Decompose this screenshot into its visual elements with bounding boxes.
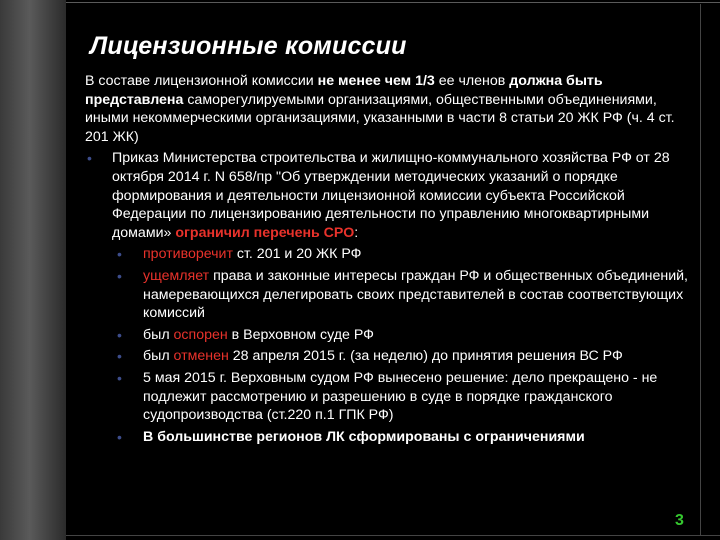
page-number: 3 — [675, 512, 684, 529]
sub-bullet-bold-text: В большинстве регионов ЛК сформированы с ограничениями — [143, 428, 585, 445]
sub-bullet-court-decision — [85, 369, 697, 425]
sub-bullet-contradicts — [85, 245, 697, 264]
sub-bullet-text: в Верховном суде РФ — [227, 326, 374, 343]
top-divider-line — [66, 2, 720, 3]
intro-paragraph — [85, 72, 697, 146]
bullet-order-tail: : — [354, 224, 359, 241]
slide-content — [85, 72, 697, 446]
bullet-dot-icon: • — [117, 348, 122, 365]
right-frame-line — [700, 4, 701, 536]
decorative-side-bar — [0, 0, 66, 540]
slide-title: Лицензионные комиссии — [90, 32, 407, 60]
bottom-frame-line — [66, 535, 720, 536]
intro-bold-must: должна быть представлена — [85, 73, 603, 108]
intro-text-3: саморегулируемыми организациями, общественными объединениями, иными некоммерческими организациями, указанными в части 8 статьи 20 ЖК РФ (ч. 4 ст. 201 ЖК) — [85, 91, 675, 145]
sub-bullet-text: права и законные интересы граждан РФ и общественных объединений, намеревающихся делегировать своих представителей в состав соответствующих комиссий — [143, 267, 688, 322]
sub-bullet-challenged — [85, 326, 697, 345]
sub-bullet-text-before: был — [143, 326, 174, 343]
bullet-dot-icon: • — [117, 428, 122, 445]
intro-text-1: В составе лицензионной комиссии — [85, 73, 318, 89]
sub-bullet-red-word: ущемляет — [143, 267, 210, 284]
sub-bullet-text: 28 апреля 2015 г. (за неделю) до принятия решения ВС РФ — [228, 348, 623, 365]
intro-text-2: ее членов — [434, 73, 510, 89]
bullet-dot-icon: • — [117, 326, 122, 343]
sub-bullet-regions — [85, 428, 697, 447]
bullet-dot-icon: • — [87, 150, 92, 167]
bullet-order-ministry — [85, 149, 697, 242]
bullet-dot-icon: • — [117, 369, 122, 386]
sub-bullet-text-before: был — [143, 348, 174, 365]
sub-bullet-red-word: оспорен — [173, 326, 228, 343]
bullet-order-text: Приказ Министерства строительства и жилищно-коммунального хозяйства РФ от 28 октября 2014 г. N 658/пр "Об утверждении методических указаний о порядке формирования и деятельности лицензионной комиссии субъекта Российской Федерации по лицензированию деятельности по управлению многоквартирными домами» — [112, 150, 670, 241]
intro-bold-share: не менее чем 1/3 — [317, 73, 435, 89]
sub-bullet-cancelled — [85, 347, 697, 366]
sub-bullet-infringes — [85, 267, 697, 323]
sub-bullet-red-word: противоречит — [143, 246, 233, 263]
sub-bullet-text: 5 мая 2015 г. Верховным судом РФ вынесено решение: дело прекращено - не подлежит рассмотрению и разрешению в суде в порядке гражданского судопроизводства (ст.220 п.1 ГПК РФ) — [143, 369, 658, 424]
sub-bullet-red-word: отменен — [173, 348, 229, 365]
bullet-dot-icon: • — [117, 267, 122, 284]
sub-bullet-text: ст. 201 и 20 ЖК РФ — [232, 246, 362, 263]
bullet-order-highlight: ограничил перечень СРО — [175, 224, 355, 241]
bullet-dot-icon: • — [117, 246, 122, 263]
